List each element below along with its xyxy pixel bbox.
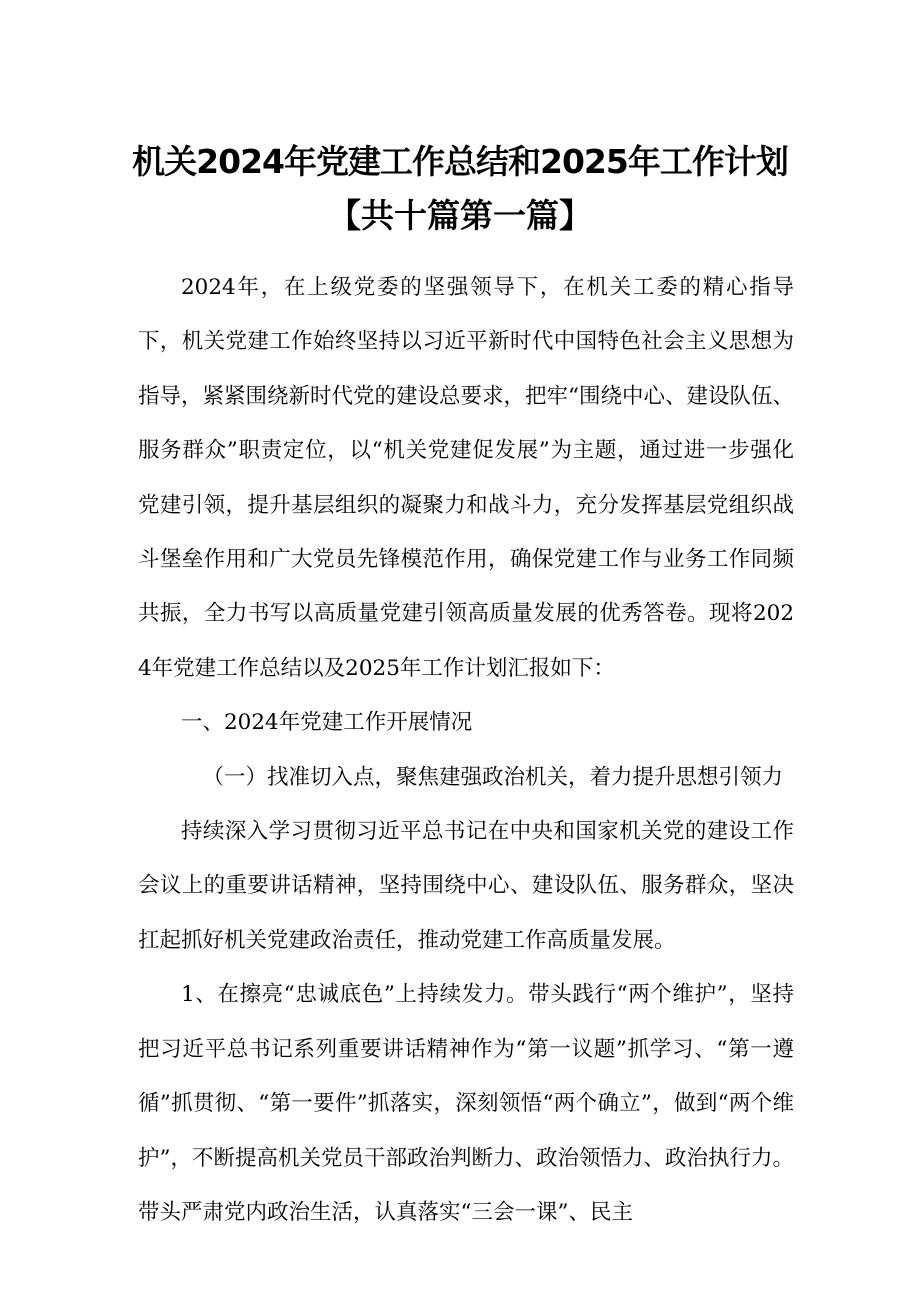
intro-paragraph: 2024年，在上级党委的坚强领导下，在机关工委的精心指导下，机关党建工作始终坚持以习近平新时代中国特色社会主义思想为指导，紧紧围绕新时代党的建设总要求，把牢“围绕中心、建设队伍、服务群众”职责定位，以“机关党建促发展”为主题，通过进一步强化党建引领，提升基层组织的凝聚力和战斗力，充分发挥基层党组织战斗堡垒作用和广大党员先锋模范作用，确保党建工作与业务工作同频共振，全力书写以高质量党建引领高质量发展的优秀答卷。现将2024年党建工作总结以及2025年工作计划汇报如下：	[138, 275, 794, 681]
document-subtitle: 【共十篇第一篇】	[328, 196, 592, 235]
document-body	[138, 261, 794, 1240]
body-paragraph: 持续深入学习贯彻习近平总书记在中央和国家机关党的建设工作会议上的重要讲话精神，坚持围绕中心、建设队伍、服务群众，坚决扛起抓好机关党建政治责任，推动党建工作高质量发展。	[138, 819, 794, 953]
document-title: 机关2024年党建工作总结和2025年工作计划	[132, 142, 788, 181]
section-heading: 一、2024年党建工作开展情况	[181, 710, 473, 736]
subsection-heading: （一）找准切入点，聚焦建强政治机关，着力提升思想引领力	[202, 764, 784, 790]
body-paragraph: 1、在擦亮“忠诚底色”上持续发力。带头践行“两个维护”，坚持把习近平总书记系列重要讲话精神作为“第一议题”抓学习、“第一遵循”抓贯彻、“第一要件”抓落实，深刻领悟“两个确立”，做到“两个维护”，不断提高机关党员干部政治判断力、政治领悟力、政治执行力。带头严肃党内政治生活，认真落实“三会一课”、民主	[138, 982, 794, 1225]
